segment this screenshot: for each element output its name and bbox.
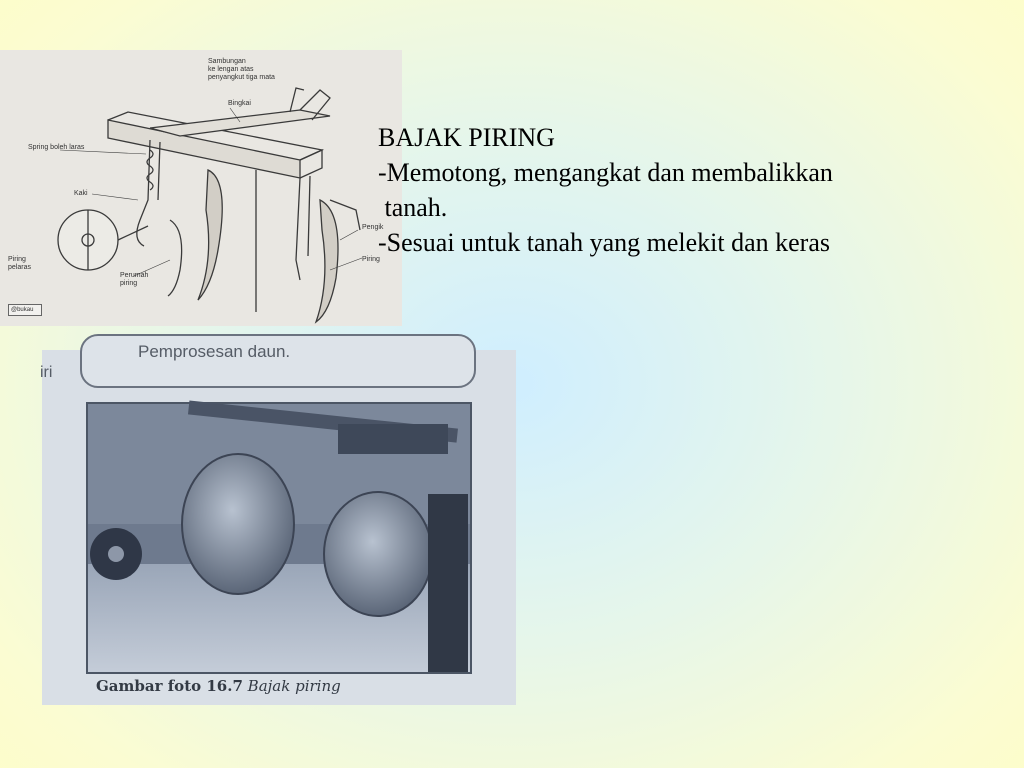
label-pengikis: Pengik [362,224,384,231]
photo-caption [96,677,341,695]
label-perumah-piring: Perumah piring [120,272,149,287]
photo-image [88,404,470,672]
label-piring-pelaras: Piring pelaras [8,256,31,271]
caption-figure-number: Gambar foto 16.7 [96,677,243,695]
label-spring: Spring boleh laras [28,144,85,151]
bullet-1: -Memotong, mengangkat dan membalikkan [378,158,833,187]
label-bingkai: Bingkai [228,100,251,107]
book-side-text: iri [40,364,53,381]
label-sambungan: Sambungan ke lengan atas penyangkut tiga mata [208,58,275,81]
slide-text [378,120,1024,260]
caption-name: Bajak piring [247,677,341,695]
credit-badge: @bukau [8,304,42,316]
bullet-2: -Sesuai untuk tanah yang melekit dan keras [378,228,830,257]
disc-plough-photo [40,342,516,705]
slide-title: BAJAK PIRING [378,123,555,152]
label-piring: Piring [362,256,380,263]
label-kaki: Kaki [74,190,88,197]
bullet-1-continued: tanah. [378,193,448,222]
photo-frame [86,402,472,674]
book-box-text: Pemprosesan daun. [138,342,291,361]
disc-plough-drawing [0,50,402,326]
disc-plough-diagram [0,50,402,326]
